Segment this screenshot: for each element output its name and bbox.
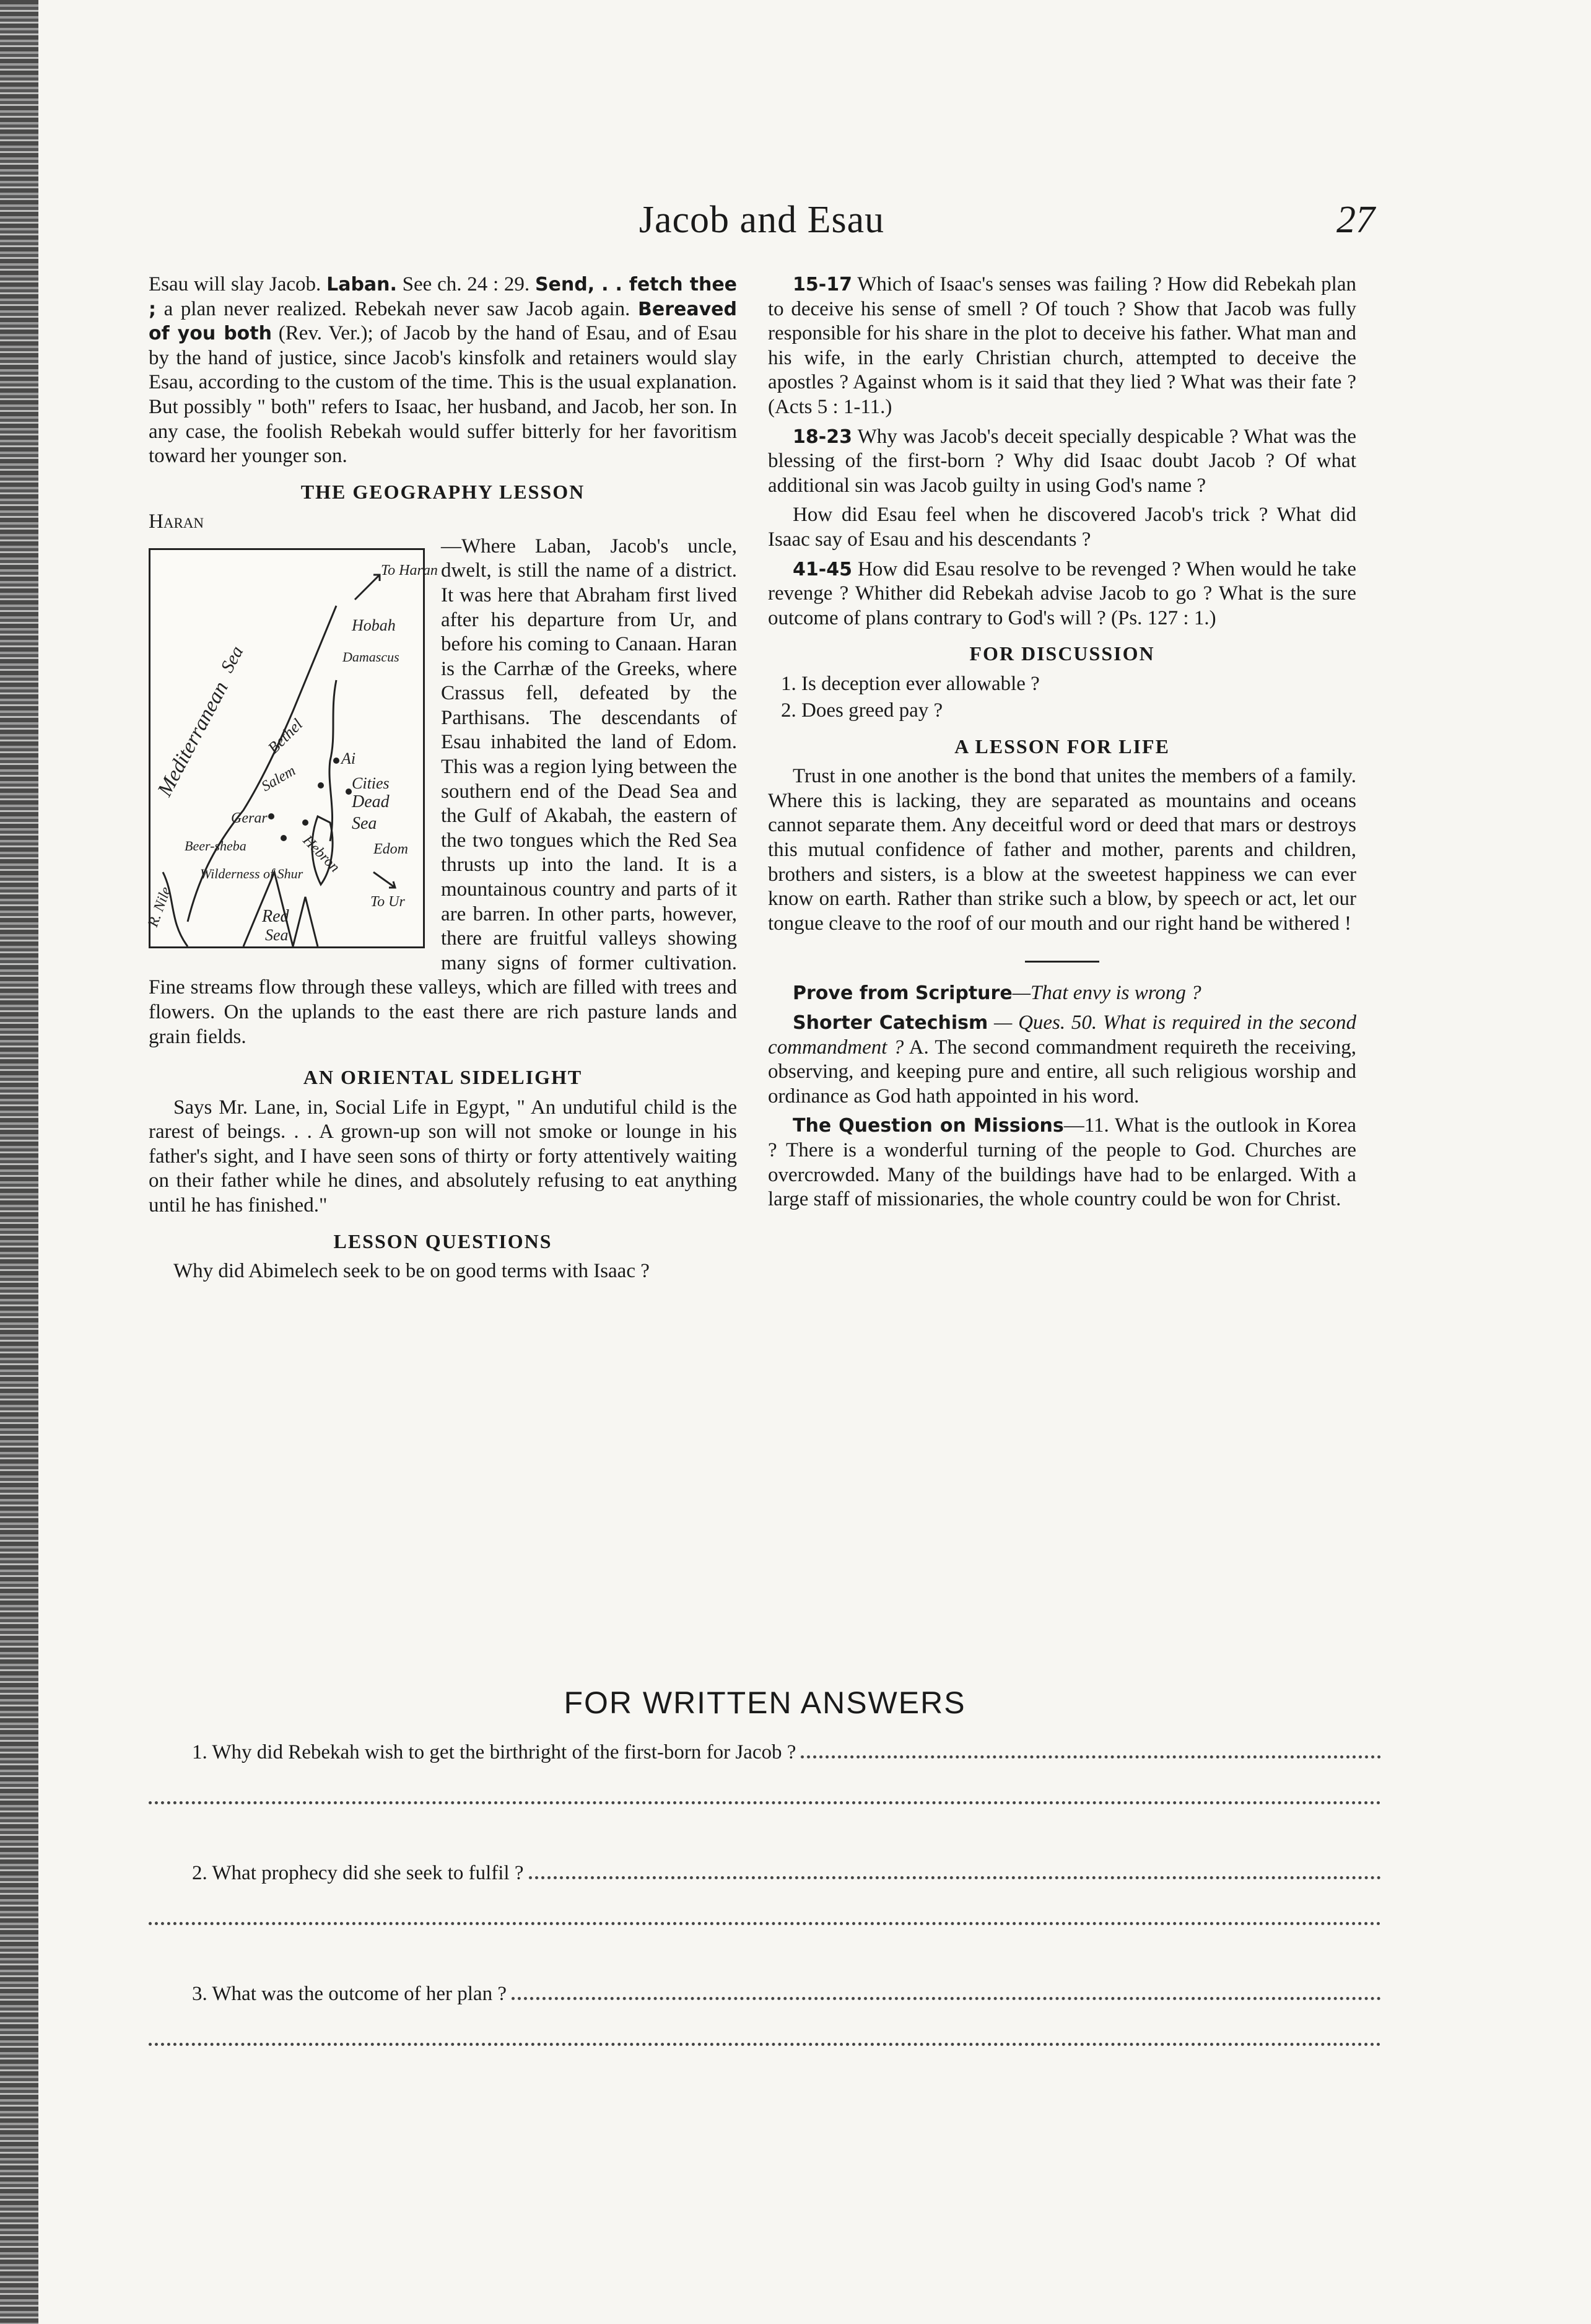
map-label-beer-sheba: Beer-sheba <box>185 837 246 854</box>
intro-text: Esau will slay Jacob. <box>149 273 327 295</box>
town-dot-cities <box>346 788 352 795</box>
oriental-text: Says Mr. Lane, in, Social Life in Egypt, " An undutiful child is the rarest of beings. . . A grown-up son will not smoke or lounge in his father's sight, and I have seen sons of thirty or forty attentively waiting on their father while he dines, and absolutely refusing to eat anything until he has finished." <box>149 1096 737 1217</box>
verse-ref: 41-45 <box>793 558 852 580</box>
catechism-question: What is required in the second commandment ? <box>768 1011 1356 1059</box>
verse-ref: 15-17 <box>793 274 852 295</box>
written-question-1 <box>149 1739 1381 1764</box>
map-label-wilderness: Wilderness of Shur <box>200 865 303 881</box>
map-label-nile: R. Nile <box>145 885 175 929</box>
missions-paragraph <box>768 1114 1356 1212</box>
map-label-red-sea: Sea <box>265 925 289 944</box>
geography-heading: THE GEOGRAPHY LESSON <box>300 480 585 503</box>
map-label-mediterranean: Mediterranean <box>153 678 233 800</box>
map-label-bethel: Bethel <box>264 715 307 757</box>
page-header <box>149 198 1375 248</box>
intro-bold-bereaved: Bereaved of you both <box>149 298 737 345</box>
discussion-list <box>768 672 1356 723</box>
map-label-to-ur: To Ur <box>370 893 405 910</box>
catechism-ques: — Ques. 50. <box>988 1011 1103 1034</box>
gulf-akabah <box>293 897 318 946</box>
written-question-text: 1. Why did Rebekah wish to get the birthright of the first-born for Jacob ? <box>192 1741 796 1763</box>
geography-lead: Haran <box>149 510 204 533</box>
intro-bold-send: Send, . . fetch thee ; <box>149 274 738 320</box>
answer-line[interactable] <box>149 2018 1381 2046</box>
answer-line[interactable] <box>529 1860 1382 1879</box>
section-divider <box>1025 961 1099 963</box>
question-text: How did Esau resolve to be revenged ? When would he take revenge ? Whither did Rebekah advise Jacob to go ? What is the sure outcome of plans contrary to God's will ? (Ps. 127 : 1.) <box>768 557 1356 629</box>
lesson-questions-heading: LESSON QUESTIONS <box>333 1230 552 1252</box>
catechism-paragraph <box>768 1011 1356 1109</box>
discussion-item: 2. Does greed pay ? <box>801 699 1356 723</box>
written-answers-section <box>149 1685 1381 2102</box>
oriental-heading: AN ORIENTAL SIDELIGHT <box>303 1066 583 1089</box>
written-question-3 <box>149 1981 1381 2006</box>
arrow-to-ur-icon <box>373 872 395 888</box>
answer-line[interactable] <box>801 1739 1381 1758</box>
map-label-dead: Dead <box>352 792 390 811</box>
intro-text: See ch. 24 : 29. <box>396 273 535 295</box>
left-column <box>145 273 738 1289</box>
map-label-edom: Edom <box>373 841 408 857</box>
question-block-esau: How did Esau feel when he discovered Jacob's trick ? What did Isaac say of Esau and his descendants ? <box>768 504 1356 551</box>
written-question-2 <box>149 1860 1381 1885</box>
map-label-cities: Cities <box>352 774 390 792</box>
geography-paragraph <box>149 510 737 535</box>
discussion-item: 1. Is deception ever allowable ? <box>801 672 1356 697</box>
arrow-to-haran-icon <box>355 575 380 600</box>
question-text: Which of Isaac's senses was failing ? How did Rebekah plan to deceive his sense of smell ? Of touch ? Show that Jacob was fully responsible for his share in the plot to deceive his father. What man and his wife, in the early Christian church, attempted to deceive the apostles ? Against whom is it said that they lied ? What was their fate ? (Acts 5 : 1-11.) <box>768 273 1356 418</box>
question-block-41-45 <box>768 557 1356 631</box>
lesson-questions-text: Why did Abimelech seek to be on good terms with Isaac ? <box>173 1259 650 1282</box>
town-dot-ai <box>333 758 339 764</box>
intro-text: (Rev. Ver.); of Jacob by the hand of Esau, and of Esau by the hand of justice, since Jacob's kinsfolk and retainers would slay Esau, according to the custom of the time. This is the usual explanation. But possibly " both" refers to Isaac, her husband, and Jacob, her son. In any case, the foolish Rebekah would suffer bitterly for her favoritism toward her younger son. <box>149 322 738 468</box>
written-answers-heading: FOR WRITTEN ANSWERS <box>564 1685 966 1720</box>
map-label-gerar: Gerar <box>231 810 268 826</box>
map-label-hobah: Hobah <box>352 616 396 634</box>
prove-text: —That envy is wrong ? <box>1012 982 1201 1005</box>
missions-text: —11. What is the outlook in Korea ? There is a wonderful turning of the people to God. Churches are overcrowded. Many of the buildings have had to be enlarged. With a large staff of missionaries, the whole country could be won for Christ. <box>768 1114 1356 1211</box>
map-label-med-sea: Sea <box>217 642 248 676</box>
map-svg <box>145 550 438 946</box>
answer-line[interactable] <box>512 1981 1381 2000</box>
life-heading: A LESSON FOR LIFE <box>954 735 1170 758</box>
town-dot-hebron <box>302 819 308 826</box>
map-label-salem: Salem <box>259 762 299 795</box>
prove-lead: Prove from Scripture <box>793 982 1013 1005</box>
discussion-heading: FOR DISCUSSION <box>969 642 1155 665</box>
town-dot-gerar <box>268 813 274 819</box>
catechism-lead: Shorter Catechism <box>793 1012 988 1034</box>
missions-lead: The Question on Missions <box>793 1115 1064 1137</box>
map-label-damascus: Damascus <box>342 649 399 665</box>
written-question-text: 2. What prophecy did she seek to fulfil ? <box>192 1862 524 1884</box>
map-label-ai: Ai <box>341 749 356 767</box>
map-label-to-haran: To Haran <box>381 562 438 579</box>
prove-paragraph <box>768 981 1356 1006</box>
verse-ref: 18-23 <box>793 426 852 448</box>
right-column <box>768 273 1356 1217</box>
map-figure <box>145 548 438 948</box>
intro-bold-laban: Laban. <box>326 274 397 295</box>
question-block-15-17 <box>768 273 1356 420</box>
answer-line[interactable] <box>149 1897 1381 1925</box>
page-edge-scan <box>0 0 38 2324</box>
written-question-text: 3. What was the outcome of her plan ? <box>192 1983 507 2005</box>
question-block-18-23 <box>768 425 1356 499</box>
life-text: Trust in one another is the bond that unites the members of a family. Where this is lacking, they are separated as mountains and oceans cannot separate them. Any deceitful word or deed that mars or destroys this mutual confidence of father and mother, parents and children, brothers and sisters, is a blow at the sweetest happiness we can ever know on earth. Rather than strike such a blow, by speech or act, let our tongue cleave to the roof of our mouth and our right hand be withered ! <box>768 765 1356 935</box>
answer-line[interactable] <box>149 1776 1381 1804</box>
geography-text: —Where Laban, Jacob's uncle, dwelt, is still the name of a district. It was here that Abraham first lived after his departure from Ur, and before his coming to Canaan. Haran is the Carrhæ of the Greeks, where Crassus fell, defeated by the Parthisans. The descendants of Esau inhabited the land of Edom. This was a region lying between the southern end of the Dead Sea and the Gulf of Akabah, the eastern of the two tongues which the Red Sea thrusts up into the land. It is a mountainous country and parts of it are barren. In other parts, however, there are fruitful valleys showing many signs of former cultivation. Fine streams flow through these valleys, which are filled with trees and flowers. On the uplands to the east there are rich pasture lands and grain fields. <box>149 535 737 1048</box>
town-dot-salem <box>318 782 324 788</box>
catechism-answer: A. The second commandment requireth the receiving, observing, and keeping pure and entire, all such religious worship and ordinance as God hath appointed in his word. <box>768 1036 1356 1107</box>
map-label-hebron: Hebron <box>299 832 343 876</box>
page-number: 27 <box>1336 199 1375 241</box>
town-dot-beersheba <box>281 835 287 841</box>
question-text: Why was Jacob's deceit specially despicable ? What was the blessing of the first-born ? Why did Isaac doubt Jacob ? Of what additional sin was Jacob guilty in using God's name ? <box>768 425 1356 497</box>
map-label-red: Red <box>262 906 289 926</box>
map-label-dead-sea: Sea <box>352 813 377 833</box>
intro-text: a plan never realized. Rebekah never saw Jacob again. <box>156 297 639 320</box>
intro-paragraph <box>149 273 737 469</box>
page-title: Jacob and Esau <box>639 199 885 241</box>
